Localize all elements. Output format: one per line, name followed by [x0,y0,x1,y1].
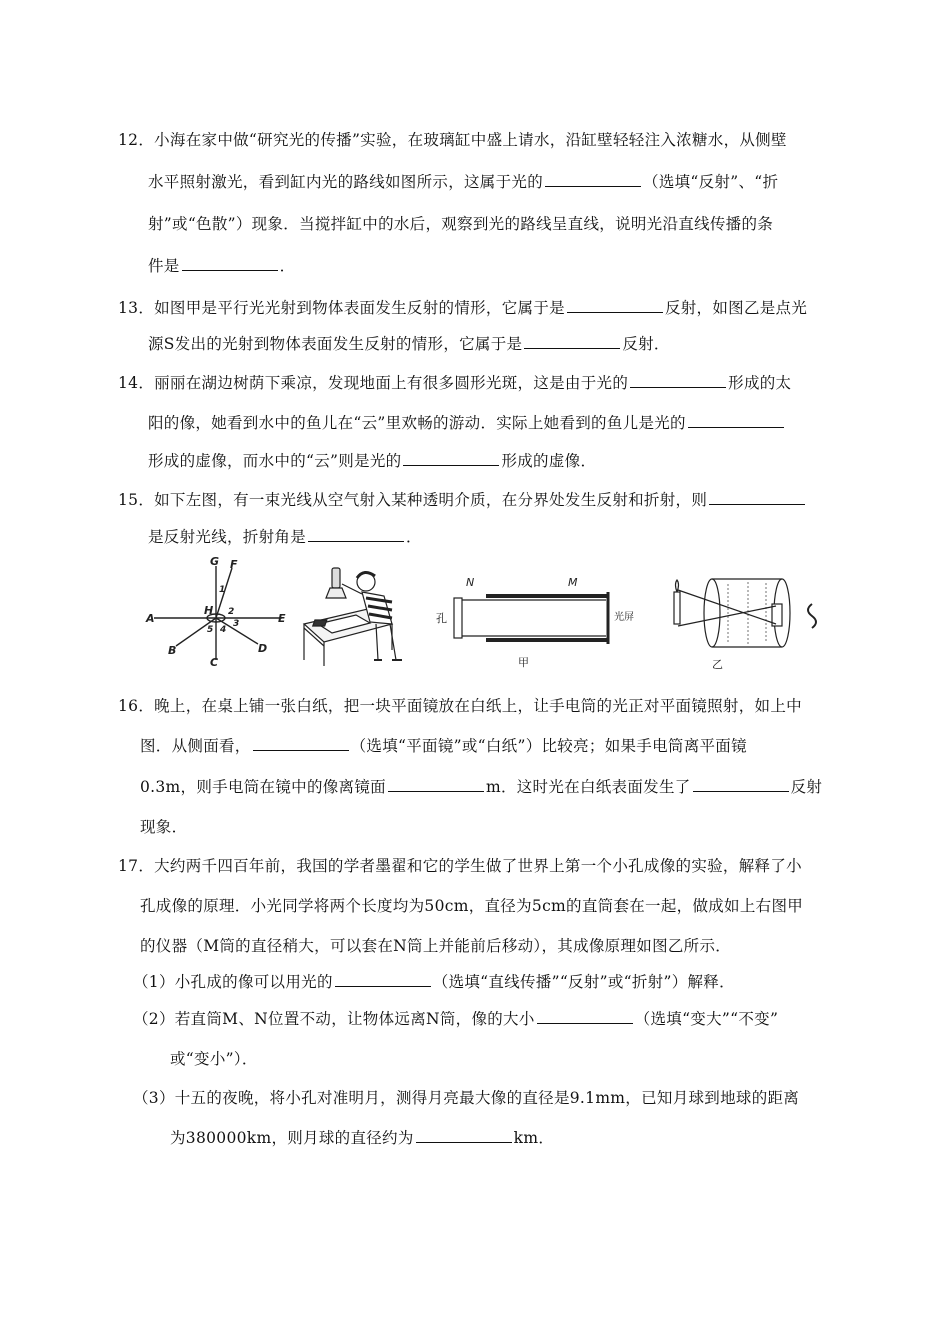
q17-line-1: 17．大约两千四百年前，我国的学者墨翟和它的学生做了世界上第一个小孔成像的实验，解释了小 [118,857,802,875]
label-2: 2 [228,607,235,617]
flashlight-mirror-illustration [296,562,416,668]
q17-sub-2-cont: 或“变小”）． [170,1050,258,1068]
flashlight [332,568,340,588]
q17-line-3: 的仪器（M筒的直径稍大，可以套在N筒上并能前后移动），其成像原理如图乙所示． [140,937,732,955]
q15-line-2: 是反射光线，折射角是 ． [148,528,422,546]
answer-blank[interactable] [403,450,499,466]
answer-blank[interactable] [416,1127,512,1143]
answer-blank[interactable] [308,526,404,542]
light-ray [678,590,776,624]
q17-sub-2: （2）若直筒M、N位置不动，让物体远离N筒，像的大小 （选填“变大”“不变” [133,1010,779,1028]
label-3: 3 [233,619,240,629]
boy-legs [376,624,396,660]
label-n: N [466,576,475,589]
answer-blank[interactable] [545,171,641,187]
label-screen: 光屏 [614,612,634,623]
cylinder-front [704,579,720,647]
q14-line-1: 14．丽丽在湖边树荫下乘凉，发现地面上有很多圆形光斑，这是由于光的 形成的太 [118,374,792,392]
candle-flame [676,580,679,592]
answer-blank[interactable] [253,735,349,751]
flashlight-head [326,588,346,598]
q12-line-3: 射”或“色散”）现象．当搅拌缸中的水后，观察到光的路线呈直线，说明光沿直线传播的条 [148,215,774,233]
q17-sub-1: （1）小孔成的像可以用光的 （选填“直线传播”“反射”或“折射”）解释． [133,973,735,991]
answer-blank[interactable] [537,1008,633,1024]
label-b: B [168,644,177,657]
q14-line-2: 阳的像，她看到水中的鱼儿在“云”里欢畅的游动．实际上她看到的鱼儿是光的 [148,411,786,433]
q16-line-1: 16．晚上，在桌上铺一张白纸，把一块平面镜放在白纸上，让手电筒的光正对平面镜照射，如上中 [118,697,802,715]
answer-blank[interactable] [693,776,789,792]
label-c: C [210,656,219,668]
answer-blank[interactable] [335,971,431,987]
label-m: M [568,576,578,589]
pinhole-principle-figure [668,568,828,672]
answer-blank[interactable] [182,255,278,271]
q16-line-3: 0.3m，则手电筒在镜中的像离镜面 m．这时光在白纸表面发生了 反射 [140,778,823,796]
light-ray [678,606,776,626]
answer-blank[interactable] [567,297,663,313]
label-4: 4 [220,625,227,635]
label-f: F [230,558,238,571]
answer-blank[interactable] [388,776,484,792]
q12-line-4: 件是 ． [148,257,296,275]
label-jia: 甲 [518,656,529,669]
label-hole: 孔 [436,612,447,625]
mirror [313,620,327,626]
candle [674,592,680,624]
answer-blank[interactable] [630,372,726,388]
q16-line-2: 图．从侧面看， （选填“平面镜”或“白纸”）比较亮；如果手电筒离平面镜 [140,737,747,755]
label-d: D [258,642,268,655]
ray-diagram [140,556,292,668]
label-g: G [210,556,220,568]
q17-sub-3: （3）十五的夜晚，将小孔对准明月，测得月亮最大像的直径是9.1mm，已知月球到地球的距离 [133,1089,800,1107]
label-yi: 乙 [712,658,723,671]
label-5: 5 [207,625,214,635]
q16-line-4: 现象． [140,818,188,836]
q12-line-2: 水平照射激光，看到缸内光的路线如图所示，这属于光的 （选填“反射”、“折 [148,173,779,191]
q14-line-3: 形成的虚像，而水中的“云”则是光的 形成的虚像． [148,452,597,470]
answer-blank[interactable] [709,489,805,505]
label-e: E [278,612,286,625]
q15-line-1: 15．如下左图，有一束光线从空气射入某种透明介质，在分界处发生反射和折射，则 [118,488,807,510]
answer-blank[interactable] [524,333,620,349]
q13-line-1: 13．如图甲是平行光光射到物体表面发生反射的情形，它属于是 反射，如图乙是点光 [118,299,808,317]
q17-line-2: 孔成像的原理．小光同学将两个长度均为50cm，直径为5cm的直筒套在一起，做成如上右图甲 [140,897,804,915]
q17-sub-3-cont: 为380000km，则月球的直径约为 km． [170,1129,555,1147]
label-h: H [204,604,214,617]
label-1: 1 [219,585,226,595]
label-a: A [146,612,155,625]
answer-blank[interactable] [688,412,784,428]
inverted-flame [808,604,816,628]
cylinder-shading [728,582,766,644]
tube-apparatus-figure [436,570,646,670]
pinhole-end [454,598,462,638]
q13-line-2: 源S发出的光射到物体表面发生反射的情形，它属于是 反射． [148,335,670,353]
q12-line-1: 12．小海在家中做“研究光的传播”实验，在玻璃缸中盛上请水，沿缸壁轻轻注入浓糖水，从侧壁 [118,131,787,149]
